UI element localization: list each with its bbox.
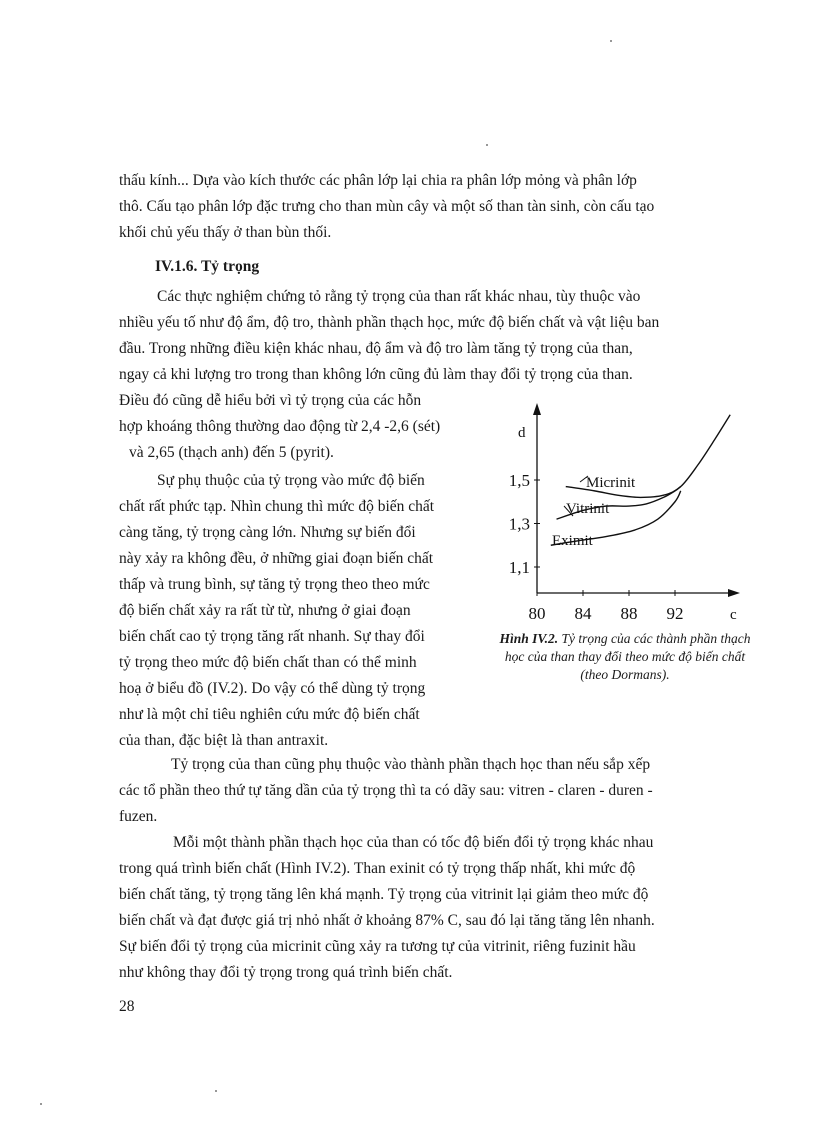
text-line: như là một chỉ tiêu nghiên cứu mức độ biến chất <box>119 706 420 723</box>
text-line: như không thay đổi tỷ trọng trong quá trình biến chất. <box>119 964 453 981</box>
text-line: biến chất cao tỷ trọng tăng rất nhanh. Sự thay đổi <box>119 628 425 645</box>
text-line: tỷ trọng theo mức độ biến chất than có thể minh <box>119 654 417 671</box>
text-line: các tổ phần theo thứ tự tăng dần của tỷ trọng thì ta có dãy sau: vitren - claren - duren - <box>119 782 653 799</box>
text-line: đầu. Trong những điều kiện khác nhau, độ ẩm và độ tro làm tăng tỷ trọng của than, <box>119 340 633 357</box>
paragraph-left-column <box>119 468 484 754</box>
text-line: biến chất và đạt được giá trị nhỏ nhất ở khoảng 87% C, sau đó lại tăng tăng lên nhanh. <box>119 912 655 929</box>
scan-speck <box>486 144 488 146</box>
text-line: thô. Cấu tạo phân lớp đặc trưng cho than mùn cây và một số than tàn sinh, còn cấu tạo <box>119 198 655 215</box>
text-line: biến chất tăng, tỷ trọng tăng lên khá mạnh. Tỷ trọng của vitrinit lại giảm theo mức độ <box>119 886 649 903</box>
series-label-micrinit: Micrinit <box>586 475 636 491</box>
text-line: fuzen. <box>119 808 158 825</box>
y-axis-label: d <box>518 425 526 441</box>
text-line: hoạ ở biểu đồ (IV.2). Do vậy có thể dùng tỷ trọng <box>119 680 426 697</box>
paragraph-last <box>119 830 744 986</box>
text-line: Sự biến đổi tỷ trọng của micrinit cũng xảy ra tương tự của vitrinit, riêng fuzinit hầu <box>119 938 636 955</box>
scan-speck <box>215 1090 217 1092</box>
paragraph-order <box>119 752 744 830</box>
x-tick-label: 80 <box>528 604 546 623</box>
text-line: khối chủ yếu thấy ở than bùn thối. <box>119 224 332 241</box>
text-line: thấu kính... Dựa vào kích thước các phân lớp lại chia ra phân lớp mỏng và phân lớp <box>119 172 637 189</box>
text-line: Sự phụ thuộc của tỷ trọng vào mức độ biến <box>157 472 425 489</box>
text-line: thấp và trung bình, sự tăng tỷ trọng theo theo mức <box>119 576 430 593</box>
text-line: độ biến chất xảy ra rất từ từ, nhưng ở giai đoạn <box>119 602 411 619</box>
section-heading: IV.1.6. Tỷ trọng <box>155 258 260 275</box>
text-line: Các thực nghiệm chứng tỏ rằng tỷ trọng của than rất khác nhau, tùy thuộc vào <box>157 288 641 305</box>
x-tick-label: 88 <box>620 604 638 623</box>
figure-caption-label: Hình IV.2. <box>499 631 559 646</box>
scan-speck <box>40 1103 42 1105</box>
text-line: càng tăng, tỷ trọng càng lớn. Nhưng sự biến đổi <box>119 524 416 541</box>
text-line: hợp khoáng thông thường dao động từ 2,4 -2,6 (sét) <box>119 418 441 435</box>
text-line: của than, đặc biệt là than antraxit. <box>119 732 329 749</box>
series-label-eximit: Eximit <box>552 533 593 549</box>
figure-caption-text: Tỷ trọng của các thành phần thạch học của than thay đổi theo mức độ biến chất (theo Dormans). <box>504 631 751 682</box>
text-line: ngay cả khi lượng tro trong than không lớn cũng đủ làm thay đổi tỷ trọng của than. <box>119 366 633 383</box>
x-tick-label: 84 <box>574 604 592 623</box>
y-tick-label: 1,1 <box>508 558 530 577</box>
series-label-vitrinit: Vitrinit <box>566 501 610 517</box>
density-chart <box>490 395 760 625</box>
x-tick-label: 92 <box>666 604 684 623</box>
x-axis-arrow <box>728 589 740 597</box>
x-axis-label: c <box>730 607 737 623</box>
y-tick-label: 1,3 <box>508 514 530 534</box>
y-tick-label: 1,5 <box>508 471 530 490</box>
figure-caption <box>490 630 760 684</box>
text-line: Mỗi một thành phần thạch học của than có tốc độ biến đổi tỷ trọng khác nhau <box>173 834 654 851</box>
page-number: 28 <box>119 998 135 1015</box>
text-line: trong quá trình biến chất (Hình IV.2). Than exinit có tỷ trọng thấp nhất, khi mức độ <box>119 860 636 877</box>
text-line: Tỷ trọng của than cũng phụ thuộc vào thành phần thạch học than nếu sắp xếp <box>171 756 651 773</box>
y-axis-arrow <box>533 403 541 415</box>
text-line: nhiều yếu tố như độ ẩm, độ tro, thành phần thạch học, mức độ biến chất và vật liệu ban <box>119 314 660 331</box>
text-line: này xảy ra không đều, ở những giai đoạn biến chất <box>119 550 434 567</box>
text-line: Điều đó cũng dễ hiểu bởi vì tỷ trọng của các hỗn <box>119 392 422 409</box>
scan-speck <box>610 40 612 42</box>
paragraph-top <box>119 168 724 246</box>
text-line: chất rất phức tạp. Nhìn chung thì mức độ biến chất <box>119 498 435 515</box>
text-line: và 2,65 (thạch anh) đến 5 (pyrit). <box>129 444 334 461</box>
